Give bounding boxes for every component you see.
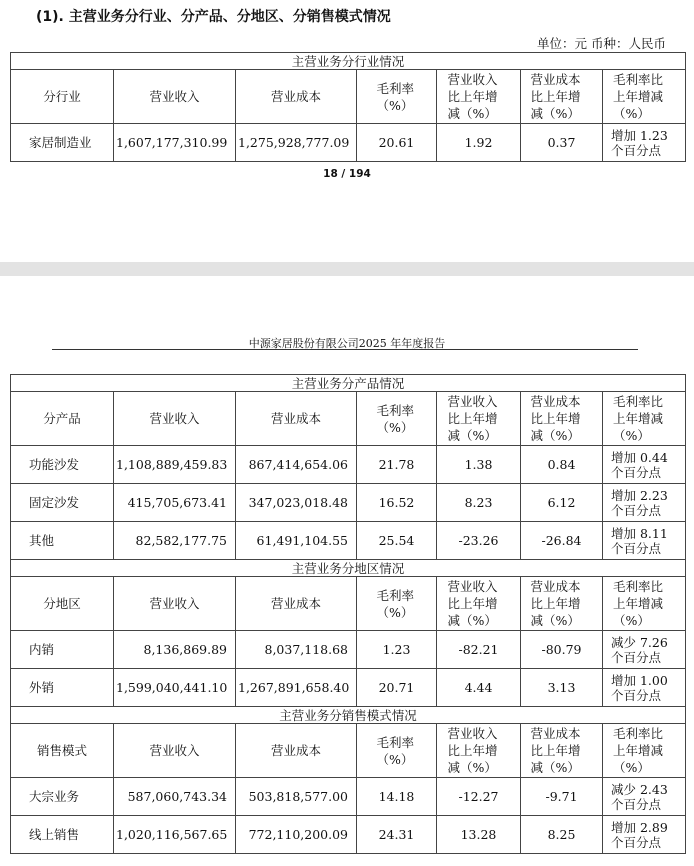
cell-margin: 20.61 [357,124,437,162]
table-row [11,631,686,669]
col-header-margin-change: 毛利率比上年增减（%） [603,577,686,631]
col-header-cost-change: 营业成本比上年增减（%） [521,392,603,446]
running-header: 中源家居股份有限公司2025 年年度报告 [248,337,446,350]
section-title: (1). 主营业务分行业、分产品、分地区、分销售模式情况 [36,9,391,25]
page-number: 18 / 194 [323,168,371,180]
col-header-margin-change: 毛利率比上年增减（%） [603,392,686,446]
table-row [11,446,686,484]
cell-rev-change: 4.44 [437,669,521,707]
col-header-revenue: 营业收入 [114,724,236,778]
col-header-revenue: 营业收入 [114,392,236,446]
cell-category: 功能沙发 [11,446,114,484]
cell-rev-change: 1.92 [437,124,521,162]
cell-cost: 867,414,654.06 [236,446,357,484]
cell-rev-change: 1.38 [437,446,521,484]
cell-margin: 1.23 [357,631,437,669]
cell-rev-change: 8.23 [437,484,521,522]
col-header-cost: 营业成本 [236,724,357,778]
product-table-caption: 主营业务分产品情况 [11,375,686,392]
table-row [11,484,686,522]
industry-table-caption: 主营业务分行业情况 [11,53,686,70]
cell-cost: 1,275,928,777.09 [236,124,357,162]
sales-mode-table-caption: 主营业务分销售模式情况 [11,707,686,724]
report-page-18 [0,0,694,262]
cell-margin: 25.54 [357,522,437,560]
table-row [11,778,686,816]
cell-revenue: 82,582,177.75 [114,522,236,560]
cell-category: 其他 [11,522,114,560]
header-rule [52,349,638,350]
cell-margin-change: 增加 8.11 个百分点 [603,522,686,560]
cell-margin-change: 增加 2.23 个百分点 [603,484,686,522]
cell-margin-change: 增加 0.44 个百分点 [603,446,686,484]
cell-category: 线上销售 [11,816,114,854]
col-header-category: 分行业 [11,70,114,124]
cell-margin: 16.52 [357,484,437,522]
cell-revenue: 8,136,869.89 [114,631,236,669]
col-header-rev-change: 营业收入比上年增减（%） [437,577,521,631]
cell-cost: 61,491,104.55 [236,522,357,560]
col-header-cost-change: 营业成本比上年增减（%） [521,577,603,631]
cell-cost-change: -9.71 [521,778,603,816]
col-header-margin: 毛利率（%） [357,724,437,778]
col-header-cost-change: 营业成本比上年增减（%） [521,724,603,778]
table-row [11,816,686,854]
cell-revenue: 415,705,673.41 [114,484,236,522]
cell-cost: 1,267,891,658.40 [236,669,357,707]
cell-margin-change: 减少 2.43 个百分点 [603,778,686,816]
cell-margin-change: 减少 7.26 个百分点 [603,631,686,669]
cell-category: 固定沙发 [11,484,114,522]
cell-margin: 21.78 [357,446,437,484]
col-header-rev-change: 营业收入比上年增减（%） [437,392,521,446]
table-row [11,669,686,707]
cell-cost-change: -80.79 [521,631,603,669]
table-header-row [11,577,686,631]
region-table-caption: 主营业务分地区情况 [11,560,686,577]
col-header-margin-change: 毛利率比上年增减（%） [603,70,686,124]
cell-cost-change: -26.84 [521,522,603,560]
cell-cost: 347,023,018.48 [236,484,357,522]
cell-cost-change: 0.84 [521,446,603,484]
cell-revenue: 587,060,743.34 [114,778,236,816]
cell-revenue: 1,020,116,567.65 [114,816,236,854]
cell-cost: 503,818,577.00 [236,778,357,816]
col-header-category: 销售模式 [11,724,114,778]
unit-currency-note: 单位：元 币种：人民币 [537,36,666,51]
cell-category: 大宗业务 [11,778,114,816]
industry-table [10,52,686,162]
cell-cost: 772,110,200.09 [236,816,357,854]
col-header-rev-change: 营业收入比上年增减（%） [437,724,521,778]
col-header-margin-change: 毛利率比上年增减（%） [603,724,686,778]
cell-cost-change: 8.25 [521,816,603,854]
report-page-19 [0,276,694,866]
col-header-margin: 毛利率（%） [357,577,437,631]
col-header-cost: 营业成本 [236,392,357,446]
cell-margin-change: 增加 1.23 个百分点 [603,124,686,162]
col-header-margin: 毛利率（%） [357,70,437,124]
cell-revenue: 1,599,040,441.10 [114,669,236,707]
cell-rev-change: -23.26 [437,522,521,560]
col-header-revenue: 营业收入 [114,70,236,124]
cell-category: 外销 [11,669,114,707]
cell-revenue: 1,607,177,310.99 [114,124,236,162]
breakdown-table [10,374,686,854]
cell-cost-change: 0.37 [521,124,603,162]
cell-margin: 14.18 [357,778,437,816]
col-header-category: 分地区 [11,577,114,631]
page-separator [0,262,694,276]
cell-rev-change: 13.28 [437,816,521,854]
cell-rev-change: -82.21 [437,631,521,669]
col-header-cost: 营业成本 [236,70,357,124]
cell-margin-change: 增加 2.89 个百分点 [603,816,686,854]
cell-cost-change: 3.13 [521,669,603,707]
col-header-cost-change: 营业成本比上年增减（%） [521,70,603,124]
cell-cost-change: 6.12 [521,484,603,522]
col-header-cost: 营业成本 [236,577,357,631]
table-row [11,124,686,162]
cell-category: 家居制造业 [11,124,114,162]
col-header-margin: 毛利率（%） [357,392,437,446]
table-row [11,522,686,560]
cell-revenue: 1,108,889,459.83 [114,446,236,484]
col-header-rev-change: 营业收入比上年增减（%） [437,70,521,124]
cell-category: 内销 [11,631,114,669]
cell-rev-change: -12.27 [437,778,521,816]
cell-margin: 24.31 [357,816,437,854]
table-header-row [11,724,686,778]
col-header-revenue: 营业收入 [114,577,236,631]
cell-cost: 8,037,118.68 [236,631,357,669]
cell-margin-change: 增加 1.00 个百分点 [603,669,686,707]
table-header-row [11,70,686,124]
table-header-row [11,392,686,446]
cell-margin: 20.71 [357,669,437,707]
col-header-category: 分产品 [11,392,114,446]
